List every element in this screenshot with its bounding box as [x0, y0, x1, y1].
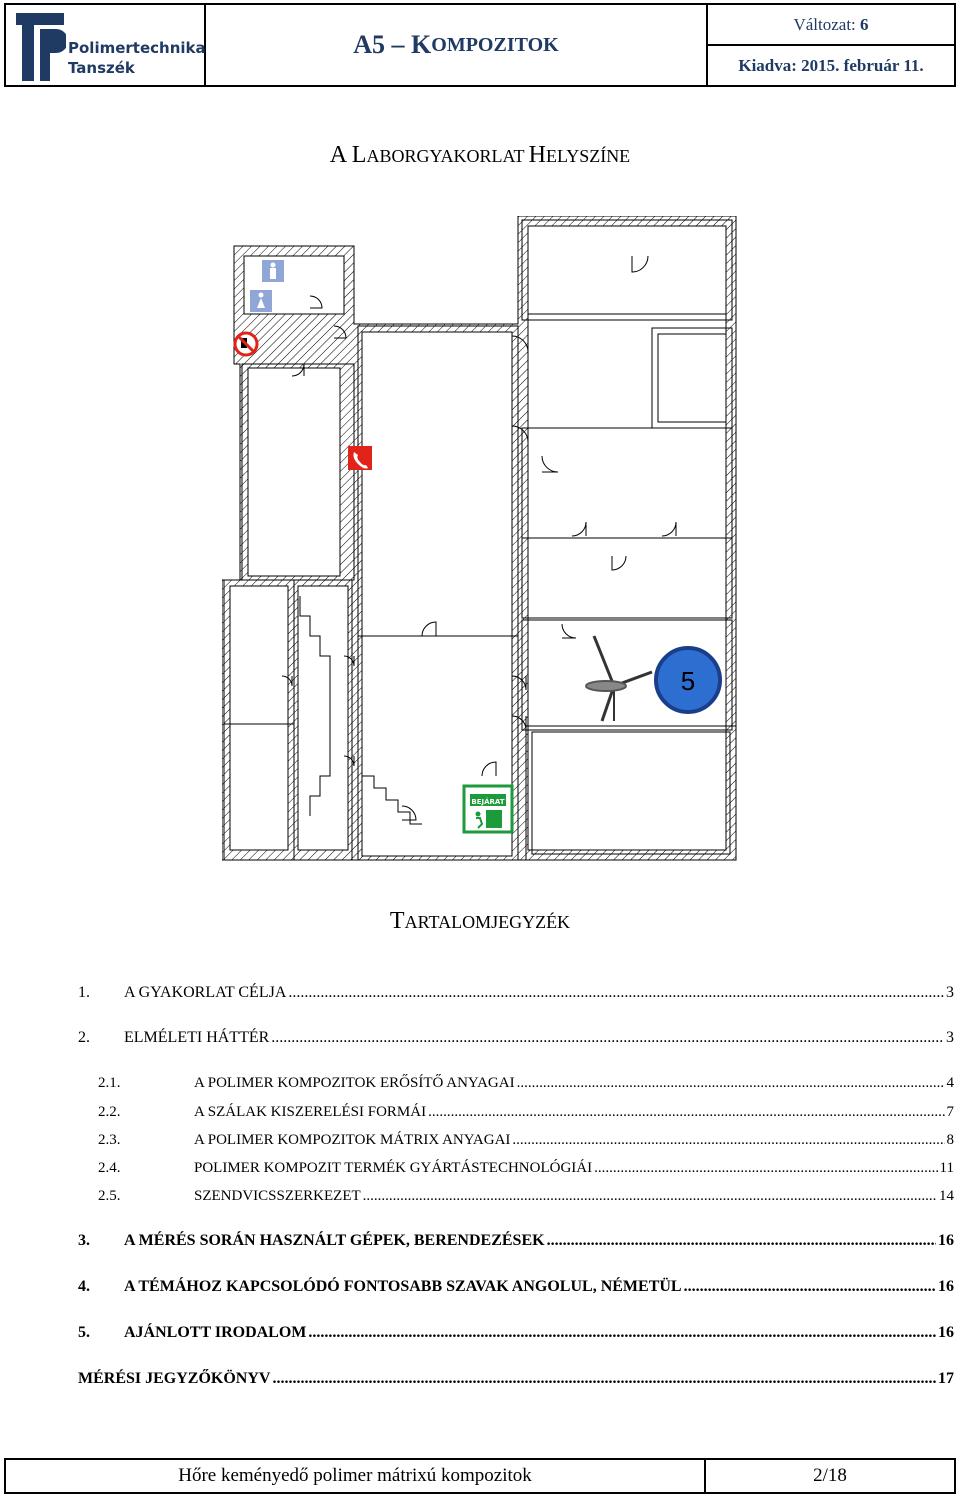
location-marker — [656, 648, 720, 712]
toc-entry[interactable] — [78, 1278, 954, 1296]
toc-entry-page: 16 — [938, 1324, 954, 1341]
toc-entry-number: 2.4. — [98, 1160, 121, 1176]
location-title-rest1: ABORGYAKORLAT — [366, 146, 529, 166]
toc-entry-title: A SZÁLAK KISZERELÉSI FORMÁI — [194, 1104, 427, 1120]
issued-label: Kiadva: — [738, 55, 797, 75]
toc-entry-page: 7 — [946, 1104, 954, 1120]
toc-entry[interactable] — [78, 1188, 954, 1205]
document-meta — [708, 5, 954, 85]
toc-entry-title: A MÉRÉS SORÁN HASZNÁLT GÉPEK, BERENDEZÉSEK — [124, 1232, 545, 1249]
location-marker-number: 5 — [680, 666, 696, 696]
page-header — [4, 3, 956, 87]
phone-icon — [348, 446, 372, 470]
footer-document-title: Hőre keményedő polimer mátrixú kompozitok — [6, 1460, 706, 1492]
toc-title-rest: ARTALOMJEGYZÉK — [404, 912, 571, 932]
issued-row — [708, 44, 954, 85]
toc-leader-dots — [288, 984, 944, 1002]
toc-entry-title: AJÁNLOTT IRODALOM — [124, 1324, 307, 1341]
entrance-sign-text: BEJÁRAT — [471, 798, 505, 806]
logo-line1: Polimertechnika — [68, 39, 206, 57]
toc-entry-page: 14 — [939, 1188, 954, 1204]
entrance-sign-icon — [464, 786, 512, 832]
toc-entry[interactable] — [78, 1232, 954, 1250]
toc-entry-title: SZENDVICSSZERKEZET — [194, 1188, 361, 1204]
toc-entry-number: 5. — [78, 1324, 90, 1341]
version-value: 6 — [860, 14, 869, 34]
toc-entry-page: 4 — [946, 1075, 954, 1091]
toc-entry[interactable] — [78, 1132, 954, 1149]
department-logo — [6, 5, 206, 85]
toc-entry-number: 3. — [78, 1232, 90, 1249]
toc-title — [0, 908, 960, 935]
location-title-cap1: A L — [329, 142, 367, 168]
toc-leader-dots — [684, 1278, 936, 1296]
toc-entry-title: POLIMER KOMPOZIT TERMÉK GYÁRTÁSTECHNOLÓGIÁI — [194, 1160, 593, 1176]
toc-entry-page: 3 — [946, 984, 954, 1001]
wc-male-icon — [262, 260, 284, 282]
toc-entry-number: 2.5. — [98, 1188, 121, 1204]
version-row — [708, 5, 954, 44]
toc-entry-number: 2.1. — [98, 1075, 121, 1091]
toc-entry[interactable] — [78, 1104, 954, 1121]
toc-entry-page: 16 — [938, 1278, 954, 1295]
toc-entry[interactable] — [78, 1370, 954, 1388]
toc-entry[interactable] — [78, 1029, 954, 1047]
wc-female-icon — [250, 290, 272, 312]
toc-entry-page: 11 — [939, 1160, 954, 1176]
toc-entry-title: A GYAKORLAT CÉLJA — [124, 984, 287, 1001]
footer-page-number: 2/18 — [813, 1465, 847, 1486]
toc-entry-page: 3 — [946, 1029, 954, 1046]
toc-entry[interactable] — [78, 1075, 954, 1092]
toc-entry-number: 2.3. — [98, 1132, 121, 1148]
toc-leader-dots — [271, 1029, 944, 1047]
wind-turbine-icon — [586, 636, 652, 721]
toc-leader-dots — [272, 1370, 936, 1388]
logo-line2: Tanszék — [68, 59, 135, 77]
polimertechnika-logo-icon — [14, 11, 66, 83]
toc-leader-dots — [512, 1132, 944, 1149]
toc-entry[interactable] — [78, 984, 954, 1002]
document-title-rest: OMPOZITOK — [431, 33, 559, 56]
toc-entry-title: A POLIMER KOMPOZITOK MÁTRIX ANYAGAI — [194, 1132, 511, 1148]
toc-entry-number: 4. — [78, 1278, 90, 1295]
toc-leader-dots — [363, 1188, 937, 1205]
page-footer — [4, 1458, 956, 1494]
toc-entry-title: A TÉMÁHOZ KAPCSOLÓDÓ FONTOSABB SZAVAK ANGOLUL, NÉMETÜL — [124, 1278, 682, 1295]
document-title-lead: A5 – K — [353, 30, 432, 59]
toc-entry-page: 8 — [946, 1132, 954, 1148]
toc-leader-dots — [594, 1160, 937, 1177]
toc-entry-page: 17 — [938, 1370, 954, 1387]
toc-entry-title: MÉRÉSI JEGYZŐKÖNYV — [78, 1370, 271, 1387]
toc-title-cap: T — [389, 908, 405, 934]
location-title-cap2: H — [528, 142, 546, 168]
toc-entry[interactable] — [78, 1324, 954, 1342]
floor-plan — [222, 216, 738, 864]
location-title-rest2: ELYSZÍNE — [546, 146, 631, 166]
issued-value: 2015. február 11. — [801, 55, 924, 75]
toc-leader-dots — [547, 1232, 936, 1250]
toc-entry-page: 16 — [938, 1232, 954, 1249]
toc-entry-number: 1. — [78, 984, 90, 1001]
toc-entry-number: 2. — [78, 1029, 90, 1046]
toc-entry-number: 2.2. — [98, 1104, 121, 1120]
toc-leader-dots — [517, 1075, 945, 1092]
toc-entry-title: ELMÉLETI HÁTTÉR — [124, 1029, 270, 1046]
toc-entry-title: A POLIMER KOMPOZITOK ERŐSÍTŐ ANYAGAI — [194, 1075, 515, 1091]
toc-leader-dots — [308, 1324, 936, 1342]
location-title — [0, 142, 960, 169]
version-label: Változat: — [793, 14, 856, 34]
document-title — [206, 5, 708, 85]
toc-leader-dots — [428, 1104, 944, 1121]
no-touch-icon — [235, 333, 257, 355]
toc-entry[interactable] — [78, 1160, 954, 1177]
